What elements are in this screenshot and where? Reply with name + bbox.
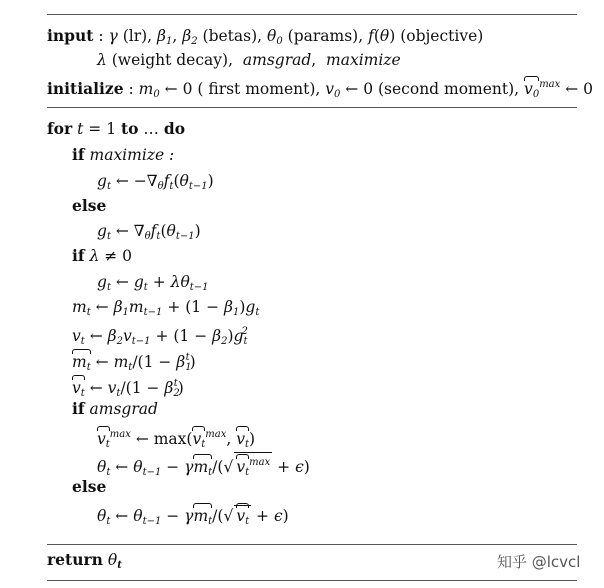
update-line: $\theta_t$ ← $\theta_{t-1} - \gamma m_t/(√$ $v_t + \epsilon$)	[97, 505, 289, 532]
else-keyword-1: else	[72, 196, 107, 215]
amsgrad-condition: amsgrad	[89, 400, 158, 418]
header-rule	[47, 107, 577, 108]
update-amsgrad-line: $\theta_t$ ← $\theta_{t-1} - \gamma m_t/(√$ $v_t^{max} + \epsilon$)	[97, 452, 310, 483]
else-keyword-2: else	[72, 477, 107, 496]
if-keyword-3: if	[72, 399, 85, 418]
weight-decay-line: $g_t$ ← $g_t + \lambda\theta_{t-1}$	[97, 273, 209, 293]
to-keyword: to	[121, 119, 139, 138]
if-amsgrad-line	[72, 399, 158, 419]
for-line: for t = 1 to … do	[47, 119, 186, 138]
if-lambda-line: if λ ≠ 0	[72, 246, 133, 265]
do-keyword: do	[163, 119, 186, 138]
grad-neg-line: $g_t$ ← $-\nabla_\theta f_t(\theta_{t-1})$	[97, 172, 214, 192]
initialize-keyword: initialize	[47, 79, 124, 98]
input-keyword: input	[47, 26, 94, 45]
v-hat-line: $v_t$ ← $v_t/(1 - \beta_2^t)$	[72, 374, 184, 404]
watermark: 知乎 @lcvcl	[497, 553, 581, 571]
return-line: return $\theta_t$	[47, 550, 122, 571]
footer-rule	[47, 544, 577, 545]
initialize-line: initialize : $m_0$ ← 0 ( first moment), $v_0$ ← 0 (second moment), $v_0^{max}$ ← 0	[47, 75, 593, 105]
top-rule	[47, 14, 577, 15]
for-keyword: for	[47, 119, 73, 138]
bottom-rule	[47, 580, 577, 581]
if-keyword: if	[72, 145, 85, 164]
if-maximize-line	[72, 145, 174, 165]
vmax-line: $v_t^{max}$ ← $\max(v_t^{max}$, $v_t$)	[97, 425, 255, 455]
return-keyword: return	[47, 550, 103, 569]
if-keyword-2: if	[72, 246, 85, 265]
first-moment-line: $m_t$ ← $\beta_1m_{t-1} + (1 - \beta_1)g_t$	[72, 298, 260, 318]
second-moment-line: $v_t$ ← $\beta_2v_{t-1} + (1 - \beta_2)g_t^2$	[72, 326, 248, 347]
input-line-2: λ (weight decay), amsgrad, maximize	[97, 51, 401, 69]
maximize-condition: maximize :	[89, 146, 175, 164]
m-hat-line: $m_t$ ← $m_t/(1 - \beta_1^t)$	[72, 348, 196, 378]
input-line: input : γ (lr), $\beta_1$, $\beta_2$ (betas), $\theta_0$ (params), f(θ) (objective)	[47, 26, 484, 47]
grad-line: $g_t$ ← $\nabla_\theta f_t(\theta_{t-1})$	[97, 222, 201, 242]
